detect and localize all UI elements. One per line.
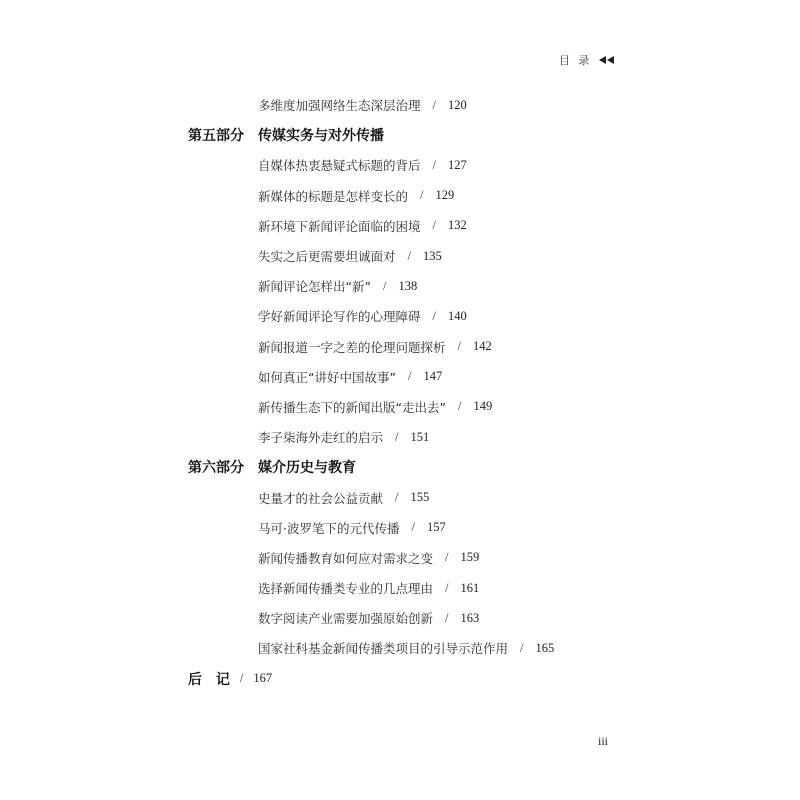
toc-entry	[0, 332, 800, 362]
entry-title: 自媒体热衷悬疑式标题的背后	[258, 158, 421, 174]
entry-separator: /	[432, 218, 436, 233]
entry-title: 马可·波罗笔下的元代传播	[258, 520, 400, 536]
toc-entry	[0, 513, 800, 543]
entry-title: 如何真正“讲好中国故事”	[258, 369, 396, 385]
running-header	[559, 52, 615, 68]
toc-entry	[0, 150, 800, 180]
toc-entry	[0, 90, 800, 120]
part-label: 第六部分	[188, 460, 244, 477]
entry-separator: /	[407, 369, 412, 384]
entry-separator: /	[382, 278, 387, 293]
header-title: 目 录	[559, 54, 590, 67]
entry-title: 新传播生态下的新闻出版“走出去”	[258, 399, 446, 415]
double-left-triangle-icon	[599, 56, 615, 64]
entry-title: 新闻报道一字之差的伦理问题探析	[258, 339, 446, 355]
entry-separator: /	[457, 339, 461, 354]
entry-page: 159	[460, 550, 480, 565]
entry-page: 161	[460, 580, 480, 595]
left-triangle-icon	[599, 56, 606, 64]
entry-title: 失实之后更需要坦诚面对	[258, 249, 396, 265]
entry-page: 138	[398, 278, 418, 293]
entry-title: 史量才的社会公益贡献	[258, 490, 384, 506]
entry-page: 147	[423, 369, 443, 384]
toc-entry	[0, 422, 800, 452]
entry-page: 127	[448, 157, 467, 172]
entry-separator: /	[395, 490, 399, 505]
entry-title: 多维度加强网络生态深层治理	[258, 98, 421, 114]
toc-entry	[0, 392, 800, 422]
afterword-entry	[0, 664, 800, 694]
entry-separator: /	[520, 640, 524, 655]
entry-page: 167	[253, 671, 273, 686]
toc-entry	[0, 543, 800, 573]
toc-entry	[0, 573, 800, 603]
entry-page: 135	[423, 248, 442, 263]
part-heading	[0, 120, 800, 150]
toc-entry	[0, 271, 800, 301]
entry-page: 149	[473, 399, 493, 414]
entry-separator: /	[432, 308, 436, 323]
part-heading	[0, 452, 800, 482]
entry-separator: /	[445, 550, 449, 565]
entry-page: 140	[448, 308, 467, 323]
entry-page: 157	[426, 520, 446, 535]
entry-title: 李子柒海外走红的启示	[258, 430, 384, 446]
entry-separator: /	[420, 188, 424, 203]
entry-separator: /	[239, 671, 244, 686]
entry-page: 151	[410, 429, 430, 444]
toc-entry	[0, 211, 800, 241]
entry-page: 120	[448, 97, 467, 112]
toc-entry	[0, 181, 800, 211]
afterword-title: 后 记	[188, 671, 230, 688]
part-title: 媒介历史与教育	[258, 460, 356, 477]
toc-entry	[0, 241, 800, 271]
entry-separator: /	[411, 520, 415, 535]
entry-title: 国家社科基金新闻传播类项目的引导示范作用	[258, 641, 509, 657]
entry-separator: /	[457, 399, 462, 414]
entry-title: 选择新闻传播类专业的几点理由	[258, 581, 434, 597]
entry-page: 165	[535, 640, 555, 655]
left-triangle-icon	[607, 56, 614, 64]
part-title: 传媒实务与对外传播	[258, 128, 384, 145]
entry-separator: /	[395, 429, 399, 444]
entry-separator: /	[445, 580, 449, 595]
entry-title: 数字阅读产业需要加强原始创新	[258, 611, 434, 627]
toc-entry	[0, 301, 800, 331]
toc-entry	[0, 603, 800, 633]
entry-title: 新闻传播教育如何应对需求之变	[258, 550, 434, 566]
entry-separator: /	[432, 157, 436, 172]
folio-page-number: iii	[598, 734, 609, 748]
toc-entry	[0, 633, 800, 663]
entry-page: 155	[410, 490, 430, 505]
entry-separator: /	[445, 610, 449, 625]
entry-page: 163	[460, 610, 480, 625]
entry-page: 142	[473, 339, 492, 354]
entry-page: 132	[448, 218, 467, 233]
entry-title: 新闻评论怎样出“新”	[258, 279, 371, 295]
toc-entry	[0, 482, 800, 512]
part-label: 第五部分	[188, 128, 244, 145]
entry-title: 学好新闻评论写作的心理障碍	[258, 309, 421, 325]
entry-page: 129	[435, 188, 455, 203]
entry-title: 新环境下新闻评论面临的困境	[258, 218, 421, 234]
entry-separator: /	[432, 97, 436, 112]
entry-title: 新媒体的标题是怎样变长的	[258, 188, 409, 204]
entry-separator: /	[407, 248, 411, 263]
table-of-contents	[0, 90, 800, 694]
toc-entry	[0, 362, 800, 392]
